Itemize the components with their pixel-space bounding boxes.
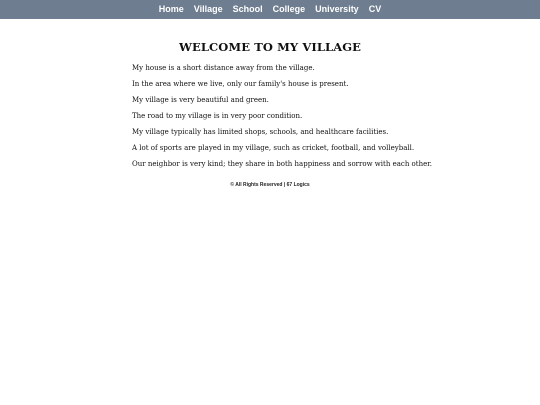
nav-link-village[interactable]: Village — [193, 4, 223, 14]
nav-link-college[interactable]: College — [272, 4, 306, 14]
paragraph: My village typically has limited shops, schools, and healthcare facilities. — [132, 128, 389, 136]
nav-link-university[interactable]: University — [315, 4, 359, 14]
paragraph: My house is a short distance away from the village. — [132, 64, 315, 72]
main-content — [0, 40, 540, 188]
paragraph: Our neighbor is very kind; they share in both happiness and sorrow with each other. — [132, 160, 433, 168]
nav-link-home[interactable]: Home — [158, 4, 184, 14]
paragraph: The road to my village is in very poor condition. — [132, 112, 303, 120]
top-navigation-bar — [0, 0, 540, 19]
paragraph: My village is very beautiful and green. — [132, 96, 269, 104]
nav-link-school[interactable]: School — [232, 4, 263, 14]
footer-copyright: © All Rights Reserved | 67 Logics — [230, 182, 310, 188]
paragraph: A lot of sports are played in my village, such as cricket, football, and volleyball. — [132, 144, 415, 152]
page-title: WELCOME TO MY VILLAGE — [178, 40, 362, 54]
paragraph-list — [132, 63, 432, 175]
nav-link-cv[interactable]: CV — [368, 4, 382, 14]
paragraph: In the area where we live, only our family's house is present. — [132, 80, 349, 88]
